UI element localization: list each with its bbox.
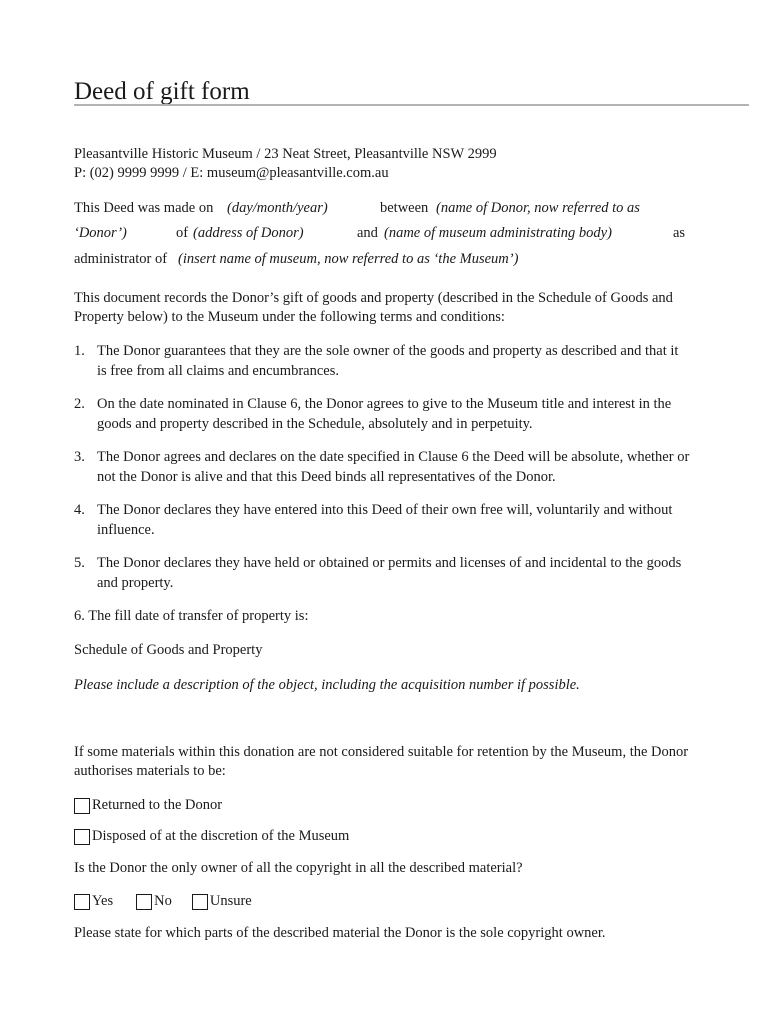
schedule-heading: Schedule of Goods and Property: [74, 642, 263, 658]
unsure-label: Unsure: [209, 893, 252, 909]
returned-label: Returned to the Donor: [92, 797, 223, 813]
donor-name-placeholder-end[interactable]: ‘Donor’): [74, 225, 127, 241]
yes-option[interactable]: [74, 892, 113, 911]
copyright-question: Is the Donor the only owner of all the copyright in all the described material?: [74, 860, 523, 876]
donor-address-placeholder[interactable]: (address of Donor): [193, 225, 304, 241]
no-option[interactable]: [136, 892, 172, 911]
disposed-label: Disposed of at the discretion of the Museum: [92, 828, 350, 844]
donor-name-placeholder[interactable]: (name of Donor, now referred to as: [436, 200, 640, 216]
copyright-options: [74, 892, 252, 911]
clause-text: The Donor guarantees that they are the sole owner of the goods and property as described and that it is free from all claims and encumbrances.: [97, 343, 679, 379]
list-item: [74, 448, 690, 487]
administrating-body-placeholder[interactable]: (name of museum administrating body): [384, 225, 612, 241]
date-placeholder[interactable]: (day/month/year): [227, 200, 328, 216]
title-divider: [74, 104, 749, 106]
list-item: [74, 501, 690, 540]
and-label: and: [357, 225, 378, 241]
unsure-option[interactable]: [192, 892, 252, 911]
disposed-checkbox[interactable]: [74, 829, 90, 845]
clause-text: The Donor declares they have held or obtained or permits and licenses of and incidental to the goods and property.: [97, 555, 682, 591]
returned-option[interactable]: [74, 796, 222, 815]
list-item: [74, 395, 690, 434]
yes-label: Yes: [92, 893, 114, 909]
clause-number: 5.: [74, 555, 85, 571]
copyright-owner-instruction: Please state for which parts of the described material the Donor is the sole copyright owner.: [74, 925, 606, 941]
deed-made-on-label: This Deed was made on: [74, 200, 214, 216]
returned-checkbox[interactable]: [74, 798, 90, 814]
clause-text: On the date nominated in Clause 6, the Donor agrees to give to the Museum title and interest in the goods and property described in the Schedule, absolutely and in perpetuity.: [97, 396, 672, 432]
unsure-checkbox[interactable]: [192, 894, 208, 910]
between-label: between: [380, 200, 429, 216]
clause-text: The Donor declares they have entered into this Deed of their own free will, voluntarily and without influence.: [97, 502, 673, 538]
clause-number: 1.: [74, 343, 85, 359]
yes-checkbox[interactable]: [74, 894, 90, 910]
clause-number: 3.: [74, 449, 85, 465]
list-item: [74, 554, 690, 593]
no-label: No: [154, 893, 172, 909]
clause-6-transfer-date: 6. The fill date of transfer of property is:: [74, 608, 309, 624]
administrator-of-label: administrator of: [74, 251, 168, 267]
museum-contact: P: (02) 9999 9999 / E: museum@pleasantville.com.au: [74, 165, 389, 181]
list-item: [74, 342, 690, 381]
museum-address: Pleasantville Historic Museum / 23 Neat Street, Pleasantville NSW 2999: [74, 146, 497, 162]
disposed-option[interactable]: [74, 827, 349, 846]
page-title: Deed of gift form: [74, 78, 250, 105]
unsuitable-materials-question: If some materials within this donation are not considered suitable for retention by the Museum, the Donor authorises materials to be:: [74, 744, 689, 779]
schedule-instruction: Please include a description of the object, including the acquisition number if possible.: [74, 677, 580, 693]
museum-name-placeholder[interactable]: (insert name of museum, now referred to as ‘the Museum’): [178, 251, 519, 267]
clause-number: 2.: [74, 396, 85, 412]
clause-text: The Donor agrees and declares on the date specified in Clause 6 the Deed will be absolute, whether or not the Donor is alive and that this Deed binds all representatives of the Donor.: [97, 449, 690, 485]
of-label: of: [176, 225, 189, 241]
as-label: as: [673, 225, 686, 241]
clause-number: 4.: [74, 502, 85, 518]
intro-paragraph: This document records the Donor’s gift of goods and property (described in the Schedule of Goods and Property below) to the Museum under the following terms and conditions:: [74, 290, 673, 325]
no-checkbox[interactable]: [136, 894, 152, 910]
